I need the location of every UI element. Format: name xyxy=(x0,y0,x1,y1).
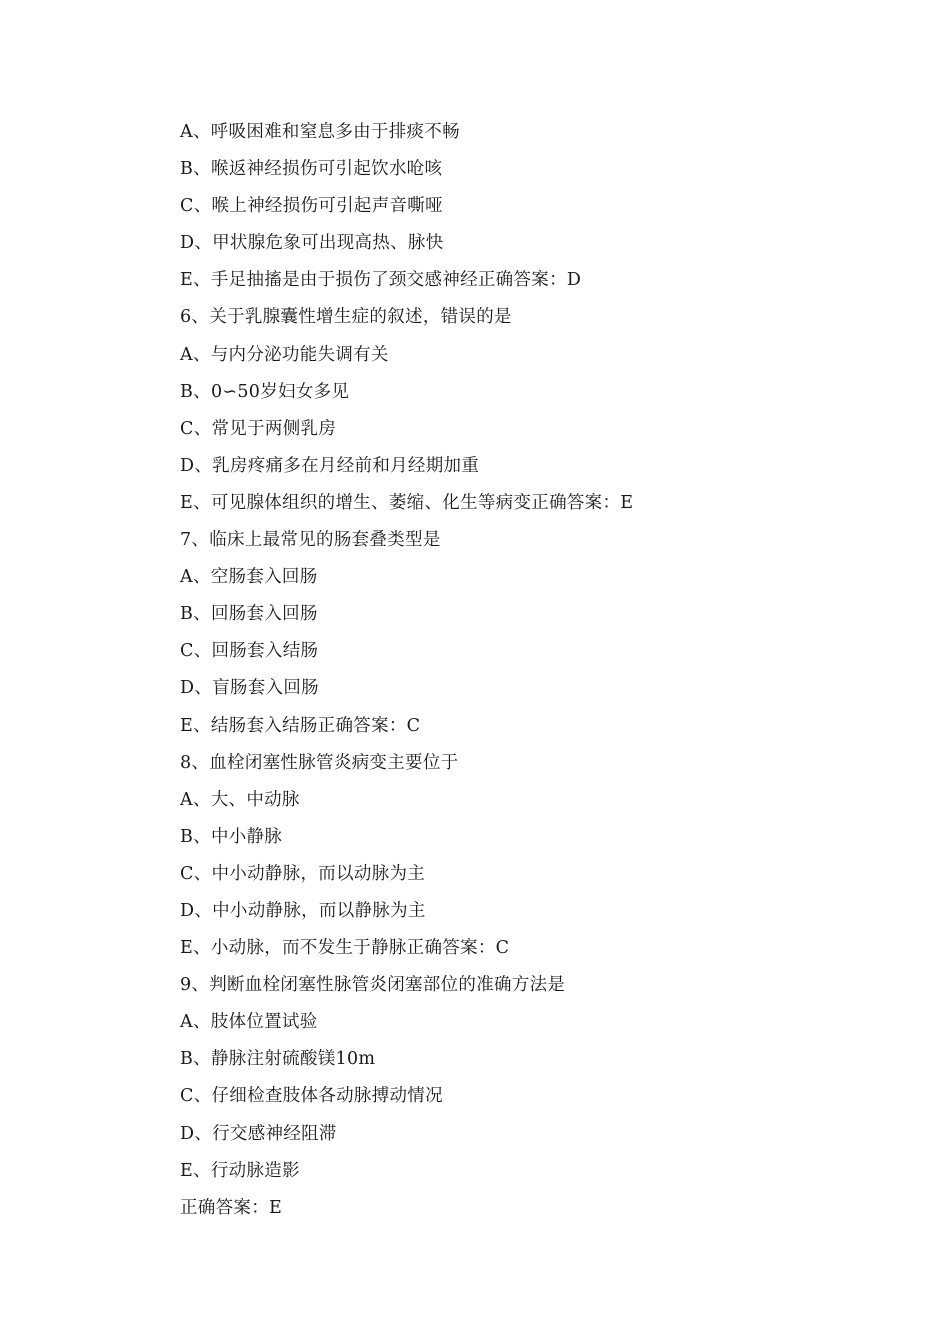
option-line-with-answer: E、结肠套入结肠正确答案：C xyxy=(180,715,421,736)
option-line: B、0∽50岁妇女多见 xyxy=(180,381,350,402)
option-line-with-answer: E、可见腺体组织的增生、萎缩、化生等病变正确答案：E xyxy=(180,492,634,513)
option-line: A、呼吸困难和窒息多由于排痰不畅 xyxy=(180,122,460,142)
option-line: D、盲肠套入回肠 xyxy=(180,678,319,699)
question-line: 9、判断血栓闭塞性脉管炎闭塞部位的准确方法是 xyxy=(180,975,566,996)
option-line: D、乳房疼痛多在月经前和月经期加重 xyxy=(180,455,480,476)
option-line: C、中小动静脉，而以动脉为主 xyxy=(180,863,426,884)
option-line: A、与内分泌功能失调有关 xyxy=(180,344,389,365)
option-line: B、中小静脉 xyxy=(180,826,283,847)
option-line: B、回肠套入回肠 xyxy=(180,604,318,625)
question-line: 7、临床上最常见的肠套叠类型是 xyxy=(180,530,441,551)
option-line: D、中小动静脉，而以静脉为主 xyxy=(180,900,426,921)
question-line: 8、血栓闭塞性脉管炎病变主要位于 xyxy=(180,752,459,773)
option-line: A、空肠套入回肠 xyxy=(180,567,318,588)
option-line: C、常见于两侧乳房 xyxy=(180,418,337,439)
option-line: C、喉上神经损伤可引起声音嘶哑 xyxy=(180,196,443,217)
option-line: B、静脉注射硫酸镁10m xyxy=(180,1049,376,1070)
option-line: E、行动脉造影 xyxy=(180,1160,300,1181)
option-line-with-answer: E、手足抽搐是由于损伤了颈交感神经正确答案：D xyxy=(180,270,582,291)
option-line: A、肢体位置试验 xyxy=(180,1012,318,1033)
option-line: C、仔细检查肢体各动脉搏动情况 xyxy=(180,1086,443,1107)
option-line: C、回肠套入结肠 xyxy=(180,641,319,662)
option-line: B、喉返神经损伤可引起饮水呛咳 xyxy=(180,159,443,180)
option-line: D、甲状腺危象可出现高热、脉快 xyxy=(180,233,444,254)
option-line: A、大、中动脉 xyxy=(180,789,300,810)
question-line: 6、关于乳腺囊性增生症的叙述，错误的是 xyxy=(180,307,512,328)
option-line-with-answer: E、小动脉，而不发生于静脉正确答案：C xyxy=(180,938,510,959)
answer-line: 正确答案：E xyxy=(180,1197,283,1218)
option-line: D、行交感神经阻滞 xyxy=(180,1123,337,1144)
question-text-block xyxy=(180,114,900,1227)
